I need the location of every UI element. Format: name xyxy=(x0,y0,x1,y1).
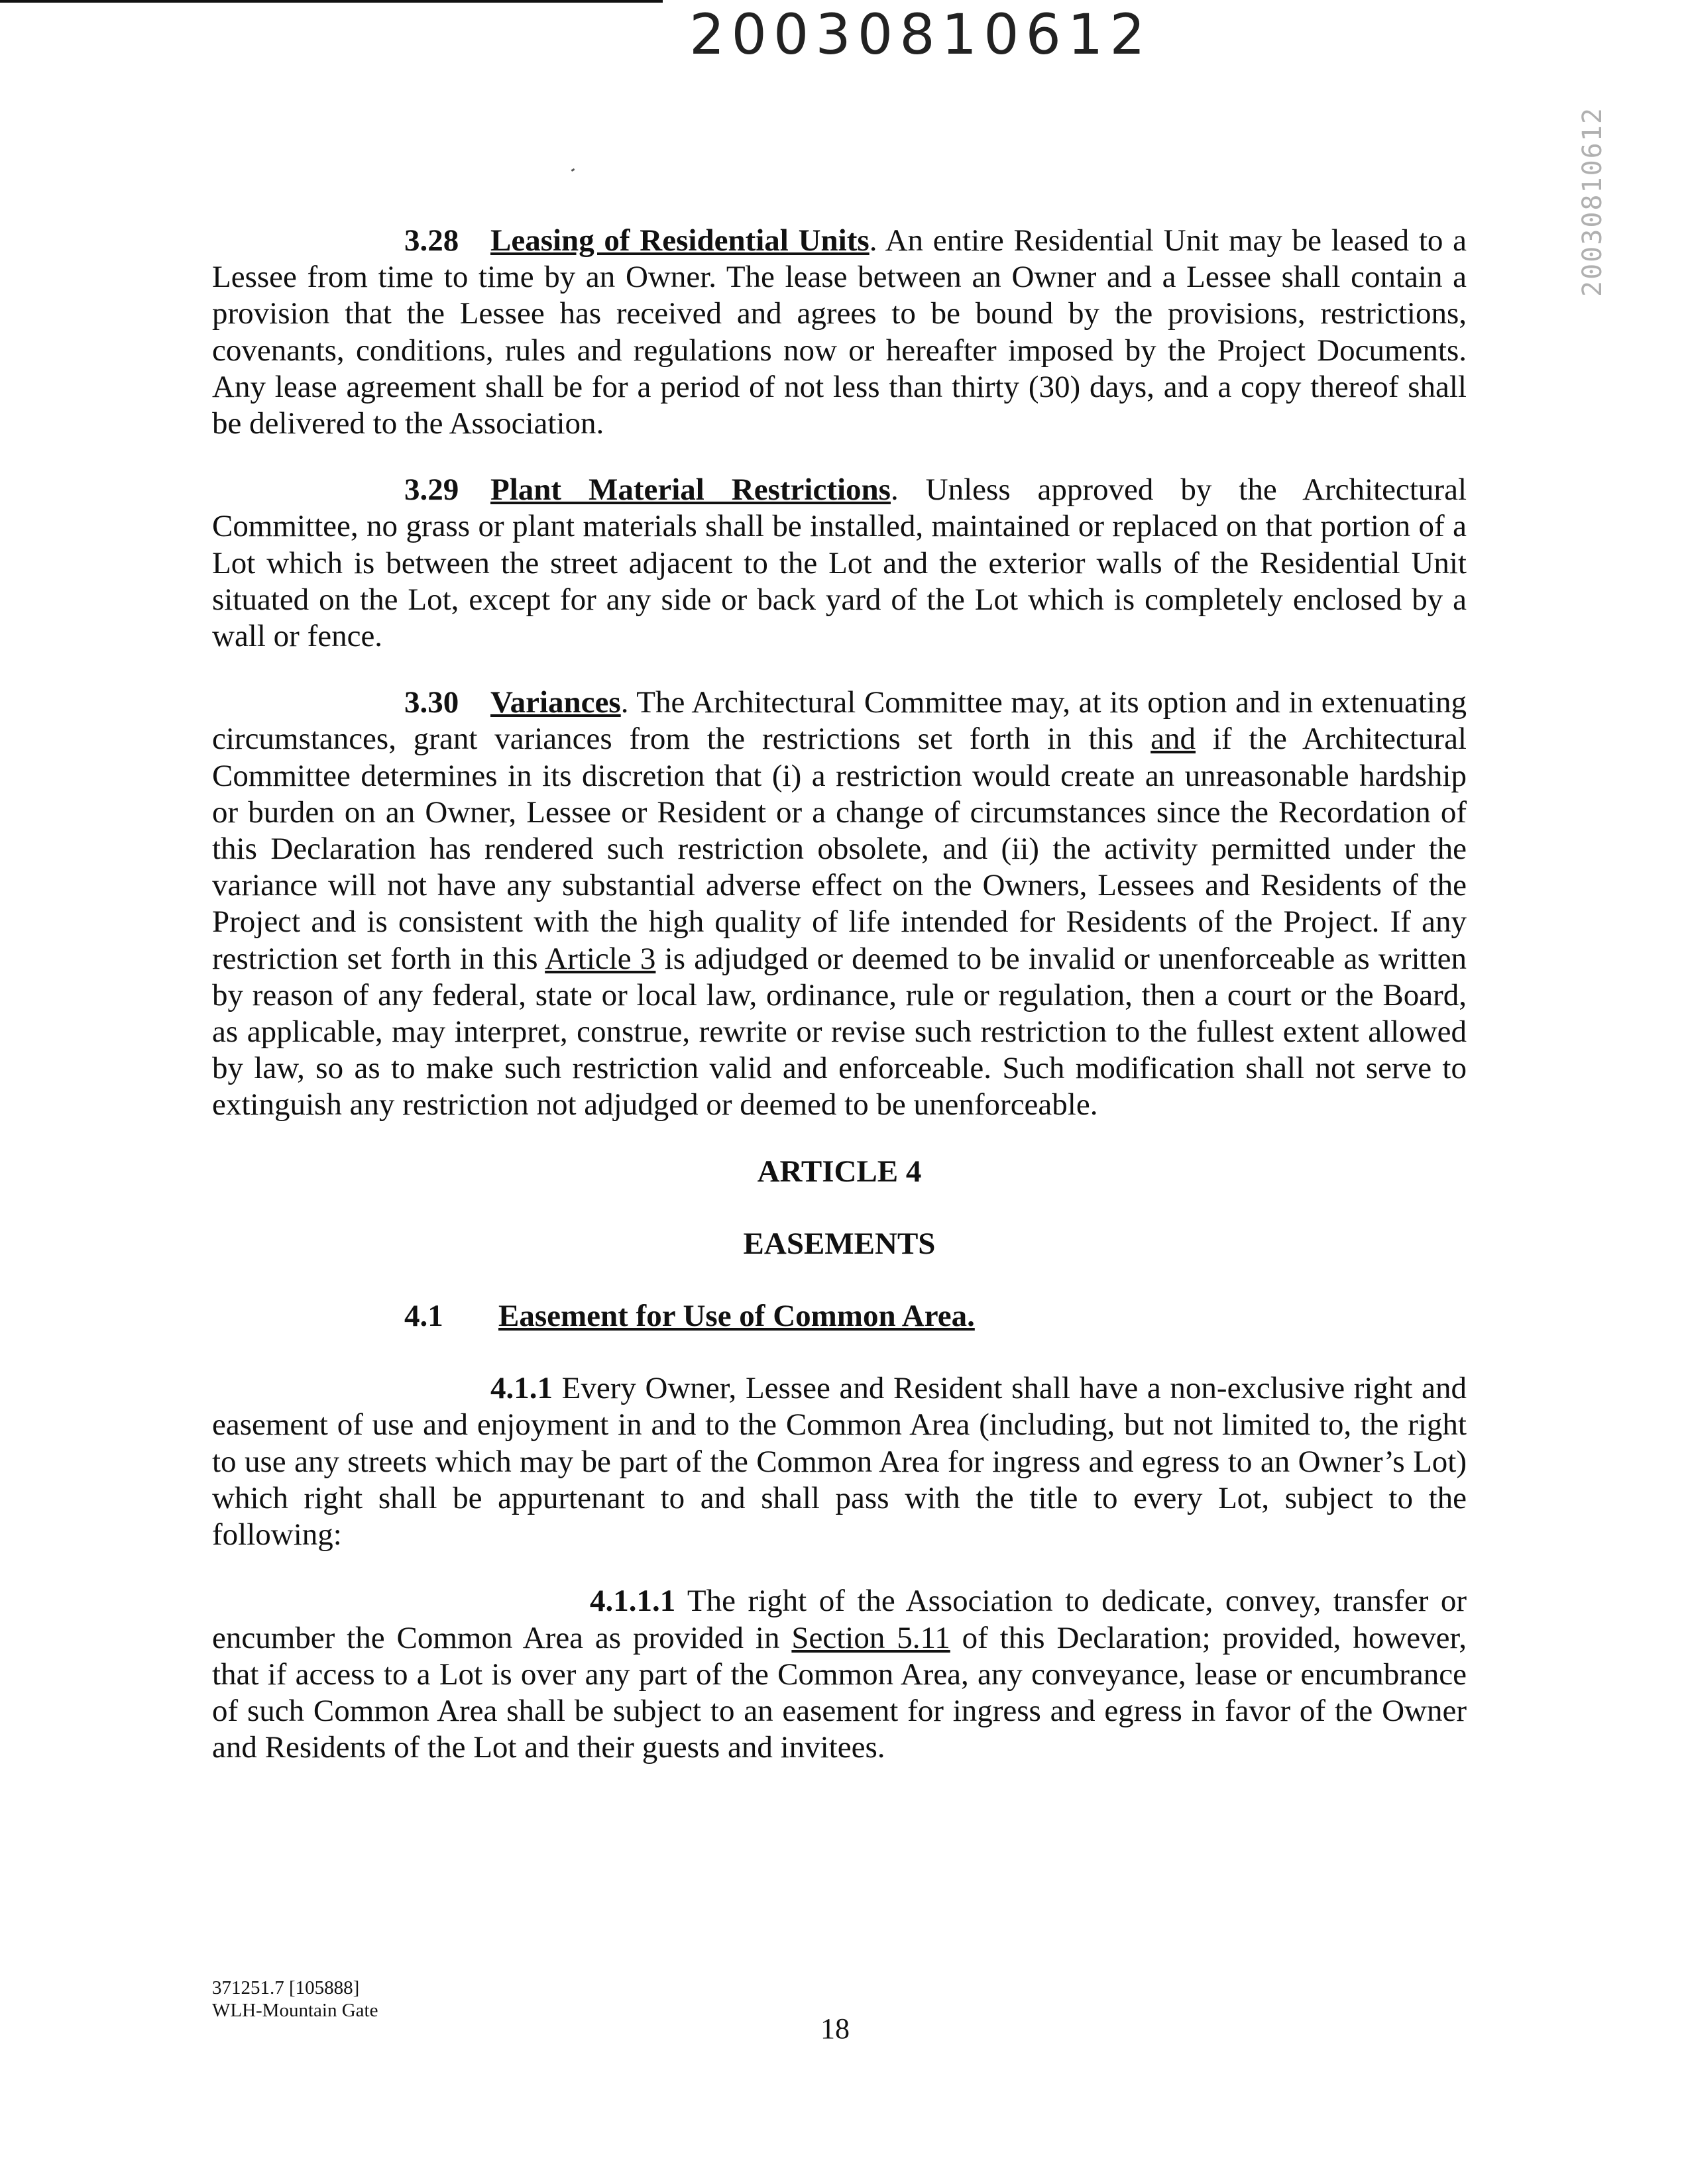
article-title: EASEMENTS xyxy=(743,1226,936,1261)
section-3-29 xyxy=(212,472,1467,655)
section-title: Leasing of Residential Units xyxy=(490,223,870,258)
section-text: if the Architectural Committee determines in its discretion that (i) a restriction would create an unreasonable hardship or burden on an Owner, Lessee or Resident or a change of circumstances since the Recordation of this Declaration has rendered such restriction obsolete, and (ii) the activity permitted under the variance will not have any substantial adverse effect on the Owners, Lessees and Residents of the Project and is consistent with the high quality of life intended for Residents of the Project. If any restriction set forth in this xyxy=(212,722,1467,976)
section-3-28 xyxy=(212,223,1467,442)
section-title: Plant Material Restrictions xyxy=(490,472,891,508)
section-number: 3.30 xyxy=(404,685,459,720)
section-text: . The Architectural Committee may, at its option and in extenuating circumstances, grant variances from the restrictions set forth in this xyxy=(212,685,1467,757)
article-reference: Article 3 xyxy=(545,941,656,976)
footer-doc-id xyxy=(212,1977,378,2022)
recording-number: 20030810612 xyxy=(689,2,1152,67)
clause-number: 4.1.1.1 xyxy=(590,1584,676,1619)
top-rule xyxy=(0,0,663,3)
document-body xyxy=(212,223,1467,1796)
clause-4-1-1-1 xyxy=(212,1583,1467,1766)
clause-4-1-1 xyxy=(212,1370,1467,1553)
article-heading: ARTICLE 4 xyxy=(757,1154,922,1189)
section-number: 3.29 xyxy=(404,472,459,508)
subsection-4-1 xyxy=(212,1298,1467,1335)
section-text: . Unless approved by the Architectural Committee, no grass or plant materials shall be installed, maintained or replaced on that portion of a Lot which is between the street adjacent to the Lot and the exterior walls of the Residential Unit situated on the Lot, except for any side or back yard of the Lot which is completely enclosed by a wall or fence. xyxy=(212,472,1467,654)
doc-id: 371251.7 [105888] xyxy=(212,1977,360,1998)
clause-text: Every Owner, Lessee and Resident shall have a non-exclusive right and easement of use and enjoyment in and to the Common Area (including, but not limited to, the right to use any streets which may be part of the Common Area for ingress and egress to an Owner’s Lot) which right shall be appurtenant to and shall pass with the title to every Lot, subject to the following: xyxy=(212,1371,1467,1553)
subsection-title: Easement for Use of Common Area. xyxy=(498,1299,975,1334)
clause-number: 4.1.1 xyxy=(490,1371,553,1406)
scan-speck xyxy=(571,168,575,172)
section-3-30 xyxy=(212,684,1467,1123)
section-text: is adjudged or deemed to be invalid or unenforceable as written by reason of any federal, state or local law, ordinance, rule or regulation, then a court or the Board, as applicable, may interpret, construe, rewrite or revise such restriction to the fullest extent allowed by law, so as to make such restriction valid and enforceable. Such modification shall not serve to extinguish any restriction not adjudged or deemed to be unenforceable. xyxy=(212,941,1467,1122)
clause-text: of this Declaration; provided, however, that if access to a Lot is over any part of the Common Area, any conveyance, lease or encumbrance of such Common Area shall be subject to an easement for ingress and egress in favor of the Owner and Residents of the Lot and their guests and invitees. xyxy=(212,1620,1467,1765)
section-reference: Section 5.11 xyxy=(791,1620,950,1655)
project-name: WLH-Mountain Gate xyxy=(212,2000,378,2021)
subsection-number: 4.1 xyxy=(404,1299,443,1334)
clause-text: The right of the Association to dedicate, convey, transfer or encumber the Common Area as provided in xyxy=(212,1584,1467,1655)
section-text: . An entire Residential Unit may be leased to a Lessee from time to time by an Owner. The lease between an Owner and a Lessee shall contain a provision that the Lessee has received and agrees to be bound by the provisions, restrictions, covenants, conditions, rules and regulations now or hereafter imposed by the Project Documents. Any lease agreement shall be for a period of not less than thirty (30) days, and a copy thereof shall be delivered to the Association. xyxy=(212,223,1467,441)
section-number: 3.28 xyxy=(404,223,459,258)
underlined-and: and xyxy=(1151,722,1196,757)
section-title: Variances xyxy=(490,685,621,720)
page-number: 18 xyxy=(820,2012,850,2045)
margin-recording-stamp: 20030810612 xyxy=(1577,107,1608,298)
